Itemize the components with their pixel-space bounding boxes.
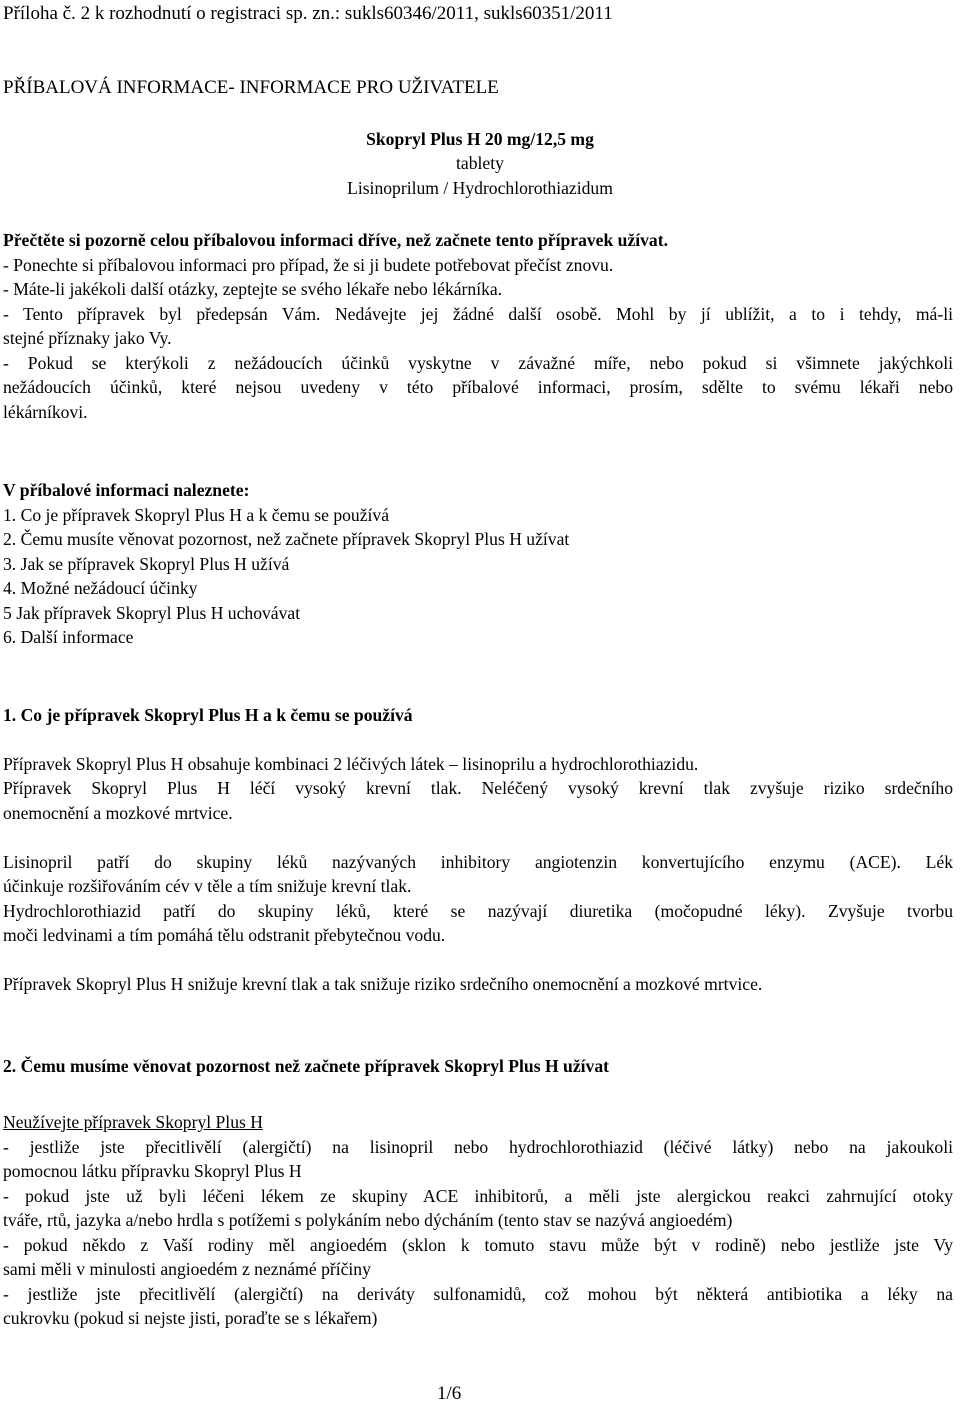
section1-heading: 1. Co je přípravek Skopryl Plus H a k čemu se používá [3,705,413,725]
side-effects-note-end: lékárníkovi. [3,402,88,422]
leaflet-title: PŘÍBALOVÁ INFORMACE- INFORMACE PRO UŽIVATELE [3,77,499,98]
contraindication-item-cont: pomocnou látku přípravku Skopryl Plus H [3,1161,302,1181]
prescribed-note-cont: stejné příznaky jako Vy. [3,328,172,348]
contraindication-item: - jestliže jste přecitlivělí (alergičtí) na deriváty sulfonamidů, což mohou být některá antibiotika a léky na [3,1284,953,1304]
product-name: Skopryl Plus H 20 mg/12,5 mg [366,129,594,149]
prescribed-note: - Tento přípravek byl předepsán Vám. Nedávejte jej žádné další osobě. Mohl by jí ublížit, a to i tehdy, má-li [3,304,953,324]
section1-composition: Přípravek Skopryl Plus H obsahuje kombinaci 2 léčivých látek – lisinoprilu a hydrochlorothiazidu. [3,754,699,774]
contraindication-item: - pokud jste už byli léčeni lékem ze skupiny ACE inhibitorů, a měli jste alergickou reakci zahrnující otoky [3,1186,953,1206]
read-warning: Přečtěte si pozorně celou příbalovou informaci dříve, než začnete tento přípravek užívat. [3,230,668,250]
contraindication-item: - pokud někdo z Vaší rodiny měl angioedém (sklon k tomuto stavu může být v rodině) nebo jestliže jste Vy [3,1235,953,1255]
active-substances: Lisinoprilum / Hydrochlorothiazidum [347,178,613,198]
section1-lisinopril-cont: účinkuje rozšiřováním cév v těle a tím snižuje krevní tlak. [3,876,412,896]
product-form: tablety [456,153,504,173]
annex-reference: Příloha č. 2 k rozhodnutí o registraci sp. zn.: sukls60346/2011, sukls60351/2011 [3,3,613,24]
contraindication-item-cont: tváře, rtů, jazyka a/nebo hrdla s potížemi s polykáním nebo dýcháním (tento stav se nazývá angioedém) [3,1210,733,1230]
side-effects-note-cont: nežádoucích účinků, které nejsou uvedeny v této příbalové informaci, prosím, sdělte to svému lékaři nebo [3,377,953,397]
contraindication-item: - jestliže jste přecitlivělí (alergičtí) na lisinopril nebo hydrochlorothiazid (léčivé látky) nebo na jakoukoli [3,1137,953,1157]
toc-item: 3. Jak se přípravek Skopryl Plus H užívá [3,554,290,574]
section1-hydrochlorothiazide-cont: moči ledvinami a tím pomáhá tělu odstranit přebytečnou vodu. [3,925,446,945]
section1-indication: Přípravek Skopryl Plus H léčí vysoký krevní tlak. Neléčený vysoký krevní tlak zvyšuje riziko srdečního [3,778,953,798]
section2-heading: 2. Čemu musíme věnovat pozornost než začnete přípravek Skopryl Plus H užívat [3,1056,609,1076]
section1-indication-cont: onemocnění a mozkové mrtvice. [3,803,233,823]
section1-hydrochlorothiazide: Hydrochlorothiazid patří do skupiny léků, které se nazývají diuretika (močopudné léky). Zvyšuje tvorbu [3,901,953,921]
keep-leaflet-note: - Ponechte si příbalovou informaci pro případ, že si ji budete potřebovat přečíst znovu. [3,255,614,275]
toc-item: 1. Co je přípravek Skopryl Plus H a k čemu se používá [3,505,390,525]
section1-lisinopril: Lisinopril patří do skupiny léků nazývaných inhibitory angiotenzin konvertujícího enzymu (ACE). Lék [3,852,953,872]
page-number: 1/6 [437,1383,462,1404]
toc-heading: V příbalové informaci naleznete: [3,480,250,500]
questions-note: - Máte-li jakékoli další otázky, zeptejte se svého lékaře nebo lékárníka. [3,279,503,299]
section1-summary: Přípravek Skopryl Plus H snižuje krevní tlak a tak snižuje riziko srdečního onemocnění a mozkové mrtvice. [3,974,763,994]
toc-item: 5 Jak přípravek Skopryl Plus H uchovávat [3,603,301,623]
toc-item: 2. Čemu musíte věnovat pozornost, než začnete přípravek Skopryl Plus H užívat [3,529,570,549]
toc-item: 4. Možné nežádoucí účinky [3,578,198,598]
side-effects-note: - Pokud se kterýkoli z nežádoucích účinků vyskytne v závažné míře, nebo pokud si všimnete jakýchkoli [3,353,953,373]
section2-subheading: Neužívejte přípravek Skopryl Plus H [3,1112,263,1132]
contraindication-item-cont: cukrovku (pokud si nejste jisti, poraďte se s lékařem) [3,1308,378,1328]
contraindication-item-cont: sami měli v minulosti angioedém z neznámé příčiny [3,1259,371,1279]
toc-item: 6. Další informace [3,627,134,647]
